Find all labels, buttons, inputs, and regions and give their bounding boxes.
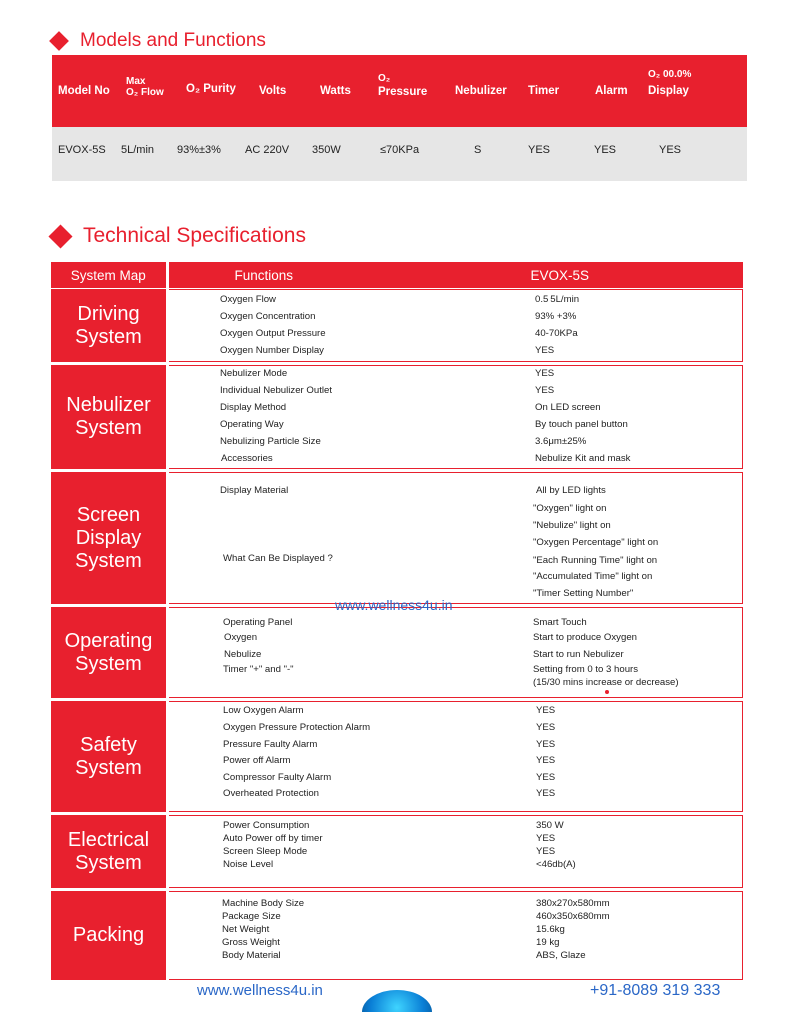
- spec-name: Machine Body Size: [222, 898, 305, 909]
- models-table-header: [52, 55, 747, 127]
- spec-value: Start to run Nebulizer: [533, 649, 624, 660]
- spec-name: Gross Weight: [222, 937, 280, 948]
- spec-value: "Timer Setting Number": [533, 588, 634, 599]
- spec-name: Compressor Faulty Alarm: [223, 772, 332, 783]
- group-box-electrical: [169, 815, 743, 888]
- spec-value: YES: [536, 755, 556, 766]
- header-volts: Volts: [259, 85, 287, 97]
- header-display-line2: Display: [648, 85, 689, 97]
- cell-display: YES: [659, 144, 682, 156]
- spec-name: Auto Power off by timer: [223, 833, 323, 844]
- spec-name: Display Material: [220, 485, 289, 496]
- spec-value: YES: [536, 705, 556, 716]
- group-box-packing: [169, 891, 743, 980]
- group-box-nebulizer: [169, 365, 743, 469]
- header-display-line1: O₂ 00.0%: [648, 69, 692, 80]
- models-table-row: [52, 127, 747, 181]
- spec-name: Oxygen Flow: [220, 294, 276, 305]
- spec-value: YES: [535, 345, 555, 356]
- header-o2-pressure-line1: O₂: [378, 73, 391, 84]
- group-nebulizer: [51, 365, 743, 469]
- spec-value: Smart Touch: [533, 617, 587, 628]
- red-dot-mark: [605, 690, 609, 694]
- spec-name: Body Material: [222, 950, 281, 961]
- header-model: EVOX-5S: [530, 267, 590, 283]
- spec-value: "Each Running Time" light on: [533, 555, 658, 566]
- spec-value: All by LED lights: [536, 485, 606, 496]
- spec-value: "Nebulize" light on: [533, 520, 611, 531]
- spec-value: Setting from 0 to 3 hours: [533, 664, 639, 675]
- spec-name: Power Consumption: [223, 820, 310, 831]
- cell-alarm: YES: [594, 144, 617, 156]
- spec-value: YES: [536, 739, 556, 750]
- group-box-screen-display: [169, 472, 743, 604]
- diamond-bullet-icon: [49, 31, 69, 51]
- group-label-driving: Driving System: [51, 289, 166, 362]
- header-max-flow-line1: Max: [126, 76, 146, 87]
- spec-value: 15.6kg: [536, 924, 565, 935]
- models-table: [52, 55, 747, 181]
- group-electrical: [51, 815, 743, 888]
- spec-value: <46db(A): [536, 859, 576, 870]
- group-label-operating: Operating System: [51, 607, 166, 698]
- spec-name: Nebulize: [224, 649, 262, 660]
- header-nebulizer: Nebulizer: [455, 85, 507, 97]
- spec-value: "Accumulated Time" light on: [533, 571, 653, 582]
- spec-name: Display Method: [220, 402, 287, 413]
- spec-name: Oxygen Number Display: [220, 345, 324, 356]
- header-alarm: Alarm: [595, 85, 628, 97]
- group-packing: [51, 891, 743, 980]
- spec-value: By touch panel button: [535, 419, 628, 430]
- spec-value: YES: [535, 385, 555, 396]
- spec-value: 40-70KPa: [535, 328, 578, 339]
- spec-name: Operating Way: [220, 419, 284, 430]
- group-box-safety: [169, 701, 743, 812]
- spec-value: YES: [536, 772, 556, 783]
- spec-name: Overheated Protection: [223, 788, 319, 799]
- header-watts: Watts: [320, 85, 351, 97]
- spec-value: On LED screen: [535, 402, 601, 413]
- diamond-bullet-icon: [48, 224, 72, 248]
- cell-model-no: EVOX-5S: [58, 144, 106, 156]
- spec-value: Nebulize Kit and mask: [535, 453, 631, 464]
- spec-table-header: [51, 262, 743, 288]
- spec-value: YES: [535, 368, 555, 379]
- cell-timer: YES: [528, 144, 551, 156]
- header-o2-purity: O₂ Purity: [186, 83, 236, 95]
- spec-value: "Oxygen" light on: [533, 503, 607, 514]
- watermark-url: www.wellness4u.in: [335, 597, 453, 613]
- header-system-map: System Map: [51, 262, 166, 288]
- spec-value: 460x350x680mm: [536, 911, 610, 922]
- spec-name: Pressure Faulty Alarm: [223, 739, 318, 750]
- header-functions-bar: [169, 262, 744, 288]
- spec-name: Screen Sleep Mode: [223, 846, 308, 857]
- cell-volts: AC 220V: [245, 144, 290, 156]
- brand-orb-icon: [362, 990, 432, 1012]
- spec-name: Oxygen: [224, 632, 258, 643]
- spec-name: Oxygen Pressure Protection Alarm: [223, 722, 371, 733]
- spec-name: Operating Panel: [223, 617, 293, 628]
- spec-value: YES: [536, 788, 556, 799]
- spec-name: Timer "+" and "-": [223, 664, 294, 675]
- models-section-heading: [52, 30, 266, 52]
- group-label-packing: Packing: [51, 891, 166, 980]
- spec-value: 19 kg: [536, 937, 560, 948]
- spec-value: ABS, Glaze: [536, 950, 586, 961]
- spec-value: YES: [536, 846, 556, 857]
- spec-value: "Oxygen Percentage" light on: [533, 537, 659, 548]
- footer-phone[interactable]: +91-8089 319 333: [590, 982, 721, 999]
- group-driving: [51, 289, 743, 362]
- spec-name: Oxygen Concentration: [220, 311, 316, 322]
- header-model-no: Model No: [58, 85, 110, 97]
- cell-watts: 350W: [312, 144, 341, 156]
- group-label-screen-display: Screen Display System: [51, 472, 166, 604]
- group-operating: [51, 607, 743, 698]
- group-box-operating: [169, 607, 743, 698]
- spec-name: Package Size: [222, 911, 281, 922]
- tech-section-title: Technical Specifications: [83, 224, 306, 247]
- spec-value: 380x270x580mm: [536, 898, 610, 909]
- spec-value: YES: [536, 833, 556, 844]
- cell-o2-purity: 93%±3%: [177, 144, 221, 156]
- header-o2-pressure-line2: Pressure: [378, 86, 428, 98]
- spec-value: Start to produce Oxygen: [533, 632, 637, 643]
- group-label-safety: Safety System: [51, 701, 166, 812]
- cell-nebulizer: S: [474, 144, 482, 156]
- cell-max-flow: 5L/min: [121, 144, 155, 156]
- tech-section-heading: [52, 224, 306, 248]
- spec-name: Low Oxygen Alarm: [223, 705, 304, 716]
- cell-o2-pressure: ≤70KPa: [380, 144, 420, 156]
- spec-name: Nebulizer Mode: [220, 368, 288, 379]
- header-timer: Timer: [528, 85, 560, 97]
- models-section-title: Models and Functions: [80, 30, 266, 51]
- spec-name: Nebulizing Particle Size: [220, 436, 321, 447]
- group-label-nebulizer: Nebulizer System: [51, 365, 166, 469]
- spec-value: 93% +3%: [535, 311, 577, 322]
- spec-name: Net Weight: [222, 924, 270, 935]
- spec-value-note: (15/30 mins increase or decrease): [533, 677, 679, 688]
- header-functions: Functions: [234, 267, 294, 283]
- spec-name: Oxygen Output Pressure: [220, 328, 326, 339]
- spec-value: 0.5 5L/min: [535, 294, 580, 305]
- spec-name: Noise Level: [223, 859, 274, 870]
- spec-value: YES: [536, 722, 556, 733]
- header-max-flow-line2: O₂ Flow: [126, 87, 164, 98]
- group-screen-display: [51, 472, 743, 604]
- spec-value: 3.6μm±25%: [535, 436, 587, 447]
- spec-name: Individual Nebulizer Outlet: [220, 385, 332, 396]
- spec-value: 350 W: [536, 820, 564, 831]
- footer-url-link[interactable]: www.wellness4u.in: [197, 982, 323, 999]
- group-box-driving: [169, 289, 743, 362]
- spec-name: Accessories: [221, 453, 273, 464]
- group-safety: [51, 701, 743, 812]
- spec-name: What Can Be Displayed ?: [223, 553, 333, 564]
- spec-name: Power off Alarm: [223, 755, 291, 766]
- group-label-electrical: Electrical System: [51, 815, 166, 888]
